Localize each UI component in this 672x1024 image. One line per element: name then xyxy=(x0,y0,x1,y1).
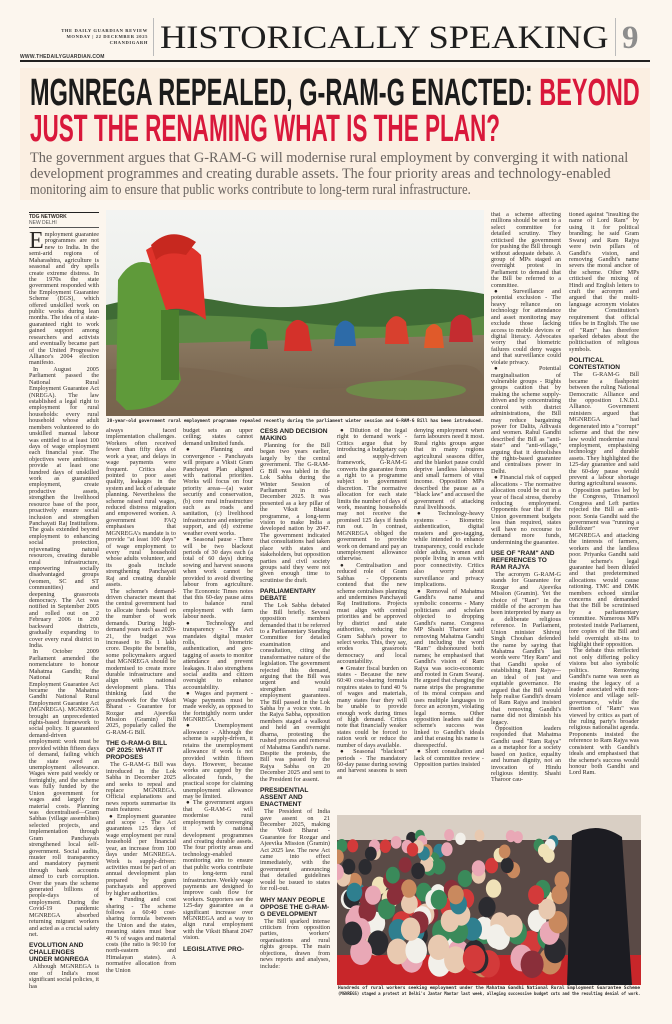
byline-city: NEW DELHI xyxy=(29,220,57,226)
byline-name: TDG NETWORK xyxy=(29,214,67,220)
page-number: 9 xyxy=(622,20,639,56)
crowd-figure xyxy=(455,833,465,845)
section-heading: EVOLUTION AND CHALLENGES UNDER MGNREGA xyxy=(29,942,89,964)
article-column-8 xyxy=(569,212,639,812)
section-heading: CESS AND DECISION MAKING xyxy=(260,428,328,442)
article-paragraph: budget sets an upper ceiling; states cannot demand unlimited funds. xyxy=(183,428,253,447)
divider xyxy=(615,18,616,56)
deck-line: The government argues that G-RAM-G will modernise rural employment by converging it with national xyxy=(30,150,629,166)
section-title: HISTORICALLY SPEAKING xyxy=(160,20,609,56)
crowd-figure xyxy=(365,847,377,861)
crowd-figure xyxy=(359,859,372,875)
crowd-figure xyxy=(441,842,452,856)
article-paragraph: The Lok Sabha debated the Bill briefly. Several opposition members demanded that it be referred to a Parliamentary Standing Committee for detailed examination and consultation, citing the transformative nature of the legislation. The government rejected this demand, arguing that the Bill was urgent and would strengthen rural employment guarantees. The Bill passed in the Lok Sabha by a voice vote. In the Rajya Sabha, opposition members staged a walkout and held an overnight dharna, protesting the rushed process and removal of Mahatma Gandhi's name. Despite the protests, the Bill was passed by the Rajya Sabha on 20 December 2025 and sent to the President for assent. xyxy=(260,602,330,783)
headline-line-2 xyxy=(30,110,500,148)
article-paragraph: The debate thus reflected not only differing policy visions but also symbolic politics. Removing Gandhi's name was seen as erasing the legacy of a leader associated with non-violence and village self-governance, while the insertion of "Ram" was viewed by critics as part of the ruling party's broader religious nationalist agenda. Proponents insisted the reference to Ram Rajya was consistent with Gandhi's ideals and emphasised that the scheme's success would honour both Gandhi and Lord Ram. xyxy=(569,647,639,777)
article-column-3 xyxy=(183,428,253,1002)
protest-crowd-photo xyxy=(337,815,641,985)
article-paragraph: ● Unemployment allowance - Although the scheme is supply-driven, it retains the unemployment allowance if work is not provided within fifteen days. However, because works are capped by the allocated funds, the practical scope for claiming unemployment allowance may be limited. xyxy=(183,722,253,801)
crowd-figure xyxy=(444,829,454,841)
article-paragraph: The G-RAM-G Bill was introduced in the Lok Sabha in December 2025 and seeks to repeal and replace MGNREGA. Official explanations and news reports summarise its main features: xyxy=(106,761,176,814)
deck-line: monitoring aim to ensure that public works contribute to long-term rural infrastructure. xyxy=(30,182,471,198)
crowd-figure xyxy=(387,886,403,905)
crowd-figure xyxy=(458,870,472,887)
byline xyxy=(29,212,99,228)
crowd-figure xyxy=(431,890,447,910)
article-column-4 xyxy=(260,428,330,1002)
headline-black-text: MGNREGA REPEALED, G-RAM-G ENACTED: xyxy=(30,72,540,114)
crowd-figure xyxy=(411,863,425,879)
section-heading: USE OF "RAM" AND REFERENCES TO RAM RAJYA xyxy=(491,549,555,571)
article-paragraph: denying employment when farm labourers need it most. Rural rights groups argue that in many regions agricultural seasons differ, and the blanket pause could deprive landless labourers and small farmers of vital income. Opposition MPs described the pause as a "black law" and accused the government of attacking rural livelihoods. xyxy=(414,428,484,512)
article-paragraph: ● Financial risk of capped allocations - The normative allocation could be cut in a year of fiscal stress, thereby reducing employment. Opponents fear that if the Union government budgets less than required, states will have no recourse to demand more funds, undermining the guarantee. xyxy=(491,474,561,546)
article-paragraph: tioned against "insulting the name of Lord Ram" by using it for political branding; he said Gram Swaraj and Ram Rajya were twin pillars of Gandhi's vision, and removing Gandhi's name severs the moral anchor of the scheme. Other MPs criticised the mixing of Hindi and English letters to craft the acronym and argued that the multi-language acronym violates the Constitution's requirement that official titles be in English. The use of "Ram" has therefore sparked debates about the politicisation of religious symbols. xyxy=(569,212,639,353)
crowd-figure xyxy=(342,859,355,875)
article-paragraph: ● Removal of Mahatma Gandhi's name and symbolic concerns - Many politicians and scholars objected to dropping Gandhi's name. Congress MP Shashi Tharoor said removing Mahatma Gandhi and including the word "Ram" dishonoured both names; he emphasised that Gandhi's vision of Ram Rajya was socio-economic and rooted in Gram Swaraj. He argued that changing the name strips the programme of its moral compass and uses multiple languages to force an acronym, violating legal norms. Other opposition leaders said the scheme's success was linked to Gandhi's ideals and that erasing his name is disrespectful. xyxy=(414,587,484,749)
article-column-7 xyxy=(491,212,561,812)
article-column-1 xyxy=(29,212,99,1002)
crowd-figure xyxy=(486,924,506,948)
top-photo-caption: 20-year-old government rural employment programme repealed recently during the parliament winter session and G-RAM-G Bill has been introduced. xyxy=(107,419,484,424)
crowd-figure xyxy=(391,836,402,849)
article-paragraph: that a scheme affecting millions should be sent to a select committee for detailed scrutiny. They criticised the government for pushing the Bill through without adequate debate. A group of MPs staged an overnight protest in Parliament to demand that the Bill be referred to a committee. xyxy=(491,212,561,289)
crowd-figure xyxy=(513,831,523,843)
article-paragraph: ● Funding and cost sharing - The scheme follows a 60:40 cost-sharing formula between the Union and the states, meaning states must bear 40 % of wages and material costs (the ratio is 90:10 for north-eastern and Himalayan states). A normative allocation from the Union xyxy=(106,896,176,974)
edition-city: CHANDIGARH xyxy=(109,40,148,45)
section-heading: LEGISLATIVE PRO- xyxy=(183,945,245,953)
headline-red-text: BEYOND xyxy=(539,72,640,114)
article-paragraph: ● Employment guarantee and scope - The Act guarantees 125 days of wage employment per rural household per financial year, an increase from 100 days under MGNREGA. Work is supply-driven: activities must be part of an annual development plan prepared by gram panchayats and approved by higher authorities. xyxy=(106,812,176,897)
crowd-figure xyxy=(555,871,570,888)
crowd-figure xyxy=(401,918,420,941)
section-heading: WHY MANY PEOPLE OPPOSE THE G-RAM-G DEVELOPMENT xyxy=(260,896,330,918)
article-paragraph: ● Planning and convergence - Panchayats will prepare a Viksit Gram Panchayat Plan aligned with national priorities. Works will focus on four priority areas—(a) water security and conservation, (b) core rural infrastructure such as roads and sanitation, (c) livelihood infrastructure and enterprise support, and (d) extreme weather event works. xyxy=(183,446,253,537)
article-paragraph: ● Surveillance and potential exclusion - The heavy reliance on technology for attendance and asset monitoring may exclude those lacking access to mobile devices or digital literacy. Advocates worry that biometric failures could deny wages and that surveillance could violate privacy. xyxy=(491,288,561,366)
article-paragraph: ● Technology-heavy systems - Biometric authentication, digital musters and geo-tagging, while intended to enhance transparency, could exclude older adults, women and people living in areas with poor connectivity. Critics also worry about surveillance and privacy implications. xyxy=(414,510,484,589)
article-paragraph: ● Seasonal pause - There will be two blackout periods of 30 days each (a total of 60 days) during sowing and harvest seasons when work cannot be provided to avoid diverting labour from agriculture. The Economic Times notes that this 60-day pause aims to balance rural employment with farm labour needs. xyxy=(183,536,253,621)
article-paragraph: ● Wages and payment - Wage payments must be made weekly, as opposed to the fortnightly norm under MGNREGA. xyxy=(183,690,253,723)
article-paragraph: ● Seasonal "blackout" periods - The mandatory 60-day pause during sowing and harvest seasons is seen as xyxy=(337,748,407,781)
crowd-figure xyxy=(528,885,544,904)
divider xyxy=(153,18,154,56)
crowd-figure xyxy=(475,830,485,842)
speaker-figure xyxy=(567,828,632,985)
crowd-figure xyxy=(399,857,412,873)
issue-date: MONDAY | 22 DECEMBER 2025 xyxy=(66,34,148,39)
crowd-figure xyxy=(478,897,495,918)
article-paragraph: Planning for the Bill began two years earlier, largely by the central government. The G-RAM-G Bill was tabled in the Lok Sabha during the Winter Session of Parliament in mid-December 2025. It was presented as a key pillar of the Viksit Bharat programme, a long-term vision to make India a developed nation by 2047. The government indicated that consultations had taken place with states and stakeholders, but opposition parties and civil society groups said they were not given enough time to scrutinise the draft. xyxy=(260,442,330,584)
crowd-figure xyxy=(387,939,409,965)
article-paragraph: Opposition parties led by the Congress, Trinamool Congress and Left parties rejected the Bill as anti-poor. Sonia Gandhi said the government was "running a bulldozer" over MGNREGA and attacking the interests of farmers, workers and the landless poor. Priyanka Gandhi said the scheme's legal guarantee had been diluted and that predetermined allocations would cause rationing. TMC and DMK members echoed similar concerns and demanded that the Bill be scrutinised by a parliamentary committee. Numerous MPs protested inside Parliament, tore copies of the Bill and held overnight sit-ins to highlight their opposition. xyxy=(569,486,639,648)
crowd-figure xyxy=(501,858,514,874)
article-paragraph: The scheme's demand-driven character meant that the central government had to allocate funds based on the number of work demands. During high-demand years such as 2020-21, the budget was increased to Rs 1 lakh crore. Despite the benefits, some policymakers argued that MGNREGA should be modernised to create more durable infrastructure and align with national development plans. This thinking laid the groundwork for the Viksit Bharat - Guarantee for Rozgar and Ajeevika Mission (Gramin) Bill 2025, popularly called the G-RAM-G Bill. xyxy=(106,587,176,736)
article-paragraph: The President of India gave assent on 21 December 2025, making the Viksit Bharat - Guarantee for Rozgar and Ajeevika Mission (Gramin) Act 2025 law. The new Act came into effect immediately, with the government announcing that detailed guidelines would be issued to states for roll-out. xyxy=(260,808,330,893)
crowd-figure xyxy=(347,839,358,852)
crowd-figure xyxy=(405,938,427,964)
masthead-info xyxy=(40,28,148,46)
crowd-figure xyxy=(504,915,523,938)
crowd-figure xyxy=(342,922,362,946)
field-workers-photo xyxy=(106,210,484,416)
crowd-figure xyxy=(428,935,449,960)
website-url: WWW.THEDAILYGUARDIAN.COM xyxy=(20,54,105,60)
crowd-figure xyxy=(448,885,464,904)
paper-name: THE DAILY GUARDIAN REVIEW xyxy=(61,28,148,33)
article-paragraph: In August 2005 Parliament passed the National Rural Employment Guarantee Act (NREGA). The law established a legal right to employment for rural households: every rural household whose adult members volunteered to do unskilled manual labour was entitled to at least 100 days of wage employment each financial year. The objectives were ambitious: provide at least one hundred days of unskilled work as guaranteed employment, create productive assets, strengthen the livelihood resource base of the poor, proactively ensure social inclusion and strengthen Panchayati Raj Institutions. The goals extended beyond employment to enhancing social protection, rejuvenating natural resources, creating durable rural infrastructure, empowering socially disadvantaged groups (women, SC and ST communities) and deepening grassroots democracy. The Act was notified in September 2005 and rolled out on 2 February 2006 in 200 backward districts, gradually expanding to cover every rural district in India. xyxy=(29,365,99,649)
crowd-figure xyxy=(499,845,511,859)
article-column-6 xyxy=(414,428,484,812)
crowd-figure xyxy=(472,860,485,876)
article-column-2 xyxy=(106,428,176,1002)
deck-line: development programmes and creating durable assets. The four priority areas and technology-enabled xyxy=(30,166,611,182)
masthead-rule xyxy=(20,60,650,62)
article-paragraph: Employment guarantee programmes are not new to India. In the semi-arid regions of Maharashtra, agriculture is seasonal and dry spells create extreme distress. In the 1970s the state government responded with the Employment Guarantee Scheme (EGS), which offered unskilled work on public works during lean months. The idea of a state-guaranteed right to work gained support among researchers and activists and eventually became part of the United Progressive Alliance's 2004 election manifesto. xyxy=(29,228,99,367)
article-paragraph: ● Potential marginalisation of vulnerable groups - Rights groups caution that by making the scheme supply-driven and by concentrating control with district administrations, the Bill may reduce bargaining power for Dalits, Adivasis and women. Rahul Gandhi described the Bill as "anti-state" and "anti-village," arguing that it demolishes the rights-based guarantee and centralises power in Delhi. xyxy=(491,365,561,475)
article-paragraph: Although MGNREGA is one of India's most significant social policies, it has xyxy=(29,963,99,990)
crowd-figure xyxy=(380,840,391,853)
crowd-figure xyxy=(463,945,485,972)
crowd-figure xyxy=(386,867,400,884)
section-heading: PARLIAMENTARY DEBATE xyxy=(260,588,316,603)
crowd-figure xyxy=(365,886,381,905)
article-paragraph: ● The government argues that G-RAM-G will modernise rural employment by converging it with national development programmes and creating durable assets. The four priority areas and technology-enabled monitoring aim to ensure that public works contribute to long-term rural infrastructure. Weekly wage payments are designed to improve cash flow for workers. Supporters see the 125-day guarantee as a significant increase over MGNREGA and a way to align rural employment with the Viksit Bharat 2047 vision. xyxy=(183,799,253,942)
headline-line-1 xyxy=(30,74,640,112)
article-paragraph: ● Short consultation and lack of committee review - Opposition parties insisted xyxy=(414,748,484,768)
section-heading: THE G-RAM-G BILL OF 2025: WHAT IT PROPOSES xyxy=(106,740,168,762)
crowd-figure xyxy=(401,879,416,897)
bottom-photo-caption: Hundreds of rural workers seeking employment under the Mahatma Gandhi National Rural Employment Guarantee Scheme xyxy=(338,986,641,991)
crowd-figure xyxy=(486,879,501,897)
crowd-figure xyxy=(543,849,555,863)
crowd-figure xyxy=(521,951,544,979)
article-paragraph: ● Centralisation and reduced role of Gram Sabhas - Opponents contend that the new scheme centralises planning and undermines Panchayati Raj Institutions. Projects must align with central priorities and be approved by district and state authorities, reducing the Gram Sabha's power to select works. This, they say, erodes grassroots democracy and local accountability. xyxy=(337,561,407,666)
crowd-figure xyxy=(347,883,363,902)
section-heading: PRESIDENTIAL ASSENT AND ENACTMENT xyxy=(260,787,309,809)
crowd-figure xyxy=(407,843,418,857)
article-paragraph: In October 2009 Parliament amended the nomenclature to honour Mahatma Gandhi; the National Rural Employment Guarantee Act became the Mahatma Gandhi National Rural Employment Guarantee Act (MGNREGA). MGNREGA brought an unprecedented rights-based framework to social policy. It guaranteed demand-driven employment: work must be provided within fifteen days of demand, failing which the state owed an unemployment allowance. Wages were paid weekly or fortnightly, and the scheme was fully funded by the Union government for wages and largely for material costs. Planning was decentralised—Gram Sabhas (village assemblies) selected projects, and implementation through Gram Panchayats strengthened local self-government. Social audits, muster roll transparency and mandatory payment through bank accounts aimed to curb corruption. Over the years the scheme generated billions of people-days of employment. During the Covid-19 pandemic MGNREGA absorbed returning migrant workers and acted as a crucial safety net. xyxy=(29,648,99,938)
article-paragraph: The acronym G-RAM-G stands for Guarantee for Rozgar and Ajeevika Mission (Gramin). Yet the choice of "Ram" in the middle of the acronym has been interpreted by many as a deliberate religious reference. In Parliament, Union minister Shivraj Singh Chouhan defended the name by saying that Mahatma Gandhi's last words were "Hey Ram" and that Gandhi spoke of establishing Ram Rajya—an ideal of just and equitable governance. He argued that the Bill would help realise Gandhi's dream of Ram Rajya and insisted that removing Gandhi's name did not diminish his legacy. xyxy=(491,570,561,726)
bottom-photo-caption: (MGNREGS) staged a protest at Delhi's Jantar Mantar last week, alleging successive budget cuts and the resulting denial of work. xyxy=(338,992,641,997)
article-paragraph: always faced implementation challenges. Workers often received fewer than fifty days of work a year, and delays in wage payments were frequent. Critics also pointed to poor asset quality, leakages in the system and lack of adequate planning. Nevertheless the scheme raised rural wages, reduced distress migration and empowered women. A government FAQ emphasises that MGNREGA's mandate is to provide "at least 100 days" of wage employment to every rural household whose adults volunteer, and its goals include strengthening Panchayati Raj and creating durable assets. xyxy=(106,428,176,589)
section-heading: POLITICAL CONTESTATION xyxy=(569,357,621,372)
article-paragraph: The Bill sparked intense criticism from opposition parties, workers' organisations and rural rights groups. The main objections, drawn from news reports and analyses, include: xyxy=(260,917,330,970)
article-paragraph: ● Greater fiscal burden on states - Because the new 60:40 cost-sharing formula requires states to fund 40 % of wages and materials, many states fear they will be unable to provide enough work during times of high demand. Critics note that financially weaker states could be forced to ration work or reduce the number of days available. xyxy=(337,664,407,749)
article-column-5 xyxy=(337,428,407,812)
article-paragraph: The G-RAM-G Bill became a flashpoint between the ruling National Democratic Alliance and the opposition I.N.D.I. Alliance. Government ministers argued that MGNREGA had degenerated into a "corrupt" scheme and that the new law would modernise rural employment, emphasising technology and durable assets. They highlighted the 125-day guarantee and said the 60-day pause would prevent a labour shortage during agricultural seasons. xyxy=(569,371,639,488)
article-paragraph: ● Technology and transparency - The Act mandates digital muster rolls, biometric authentication, and geo-tagging of assets to monitor attendance and prevent leakages. It also strengthens social audits and citizen oversight to enhance accountability. xyxy=(183,619,253,691)
headline-red-text: JUST THE RENAMING WHAT IS THE PLAN? xyxy=(30,108,501,150)
article-paragraph: Opposition leaders responded that Mahatma Gandhi used "Ram Rajya" as a metaphor for a society based on justice, equality and human dignity, not an invocation of Hindu religious identity. Shashi Tharoor cau- xyxy=(491,725,561,784)
article-paragraph: ● Dilution of the legal right to demand work - Critics argue that by introducing a budgetary cap and supply-driven framework, G-RAM-G converts the guarantee from a right to a programme subject to government discretion. The normative allocation for each state limits the number of days of work, meaning households may not receive the promised 125 days if funds run out. In contrast, MGNREGA obliged the government to provide work on demand and pay an unemployment allowance otherwise. xyxy=(337,428,407,563)
